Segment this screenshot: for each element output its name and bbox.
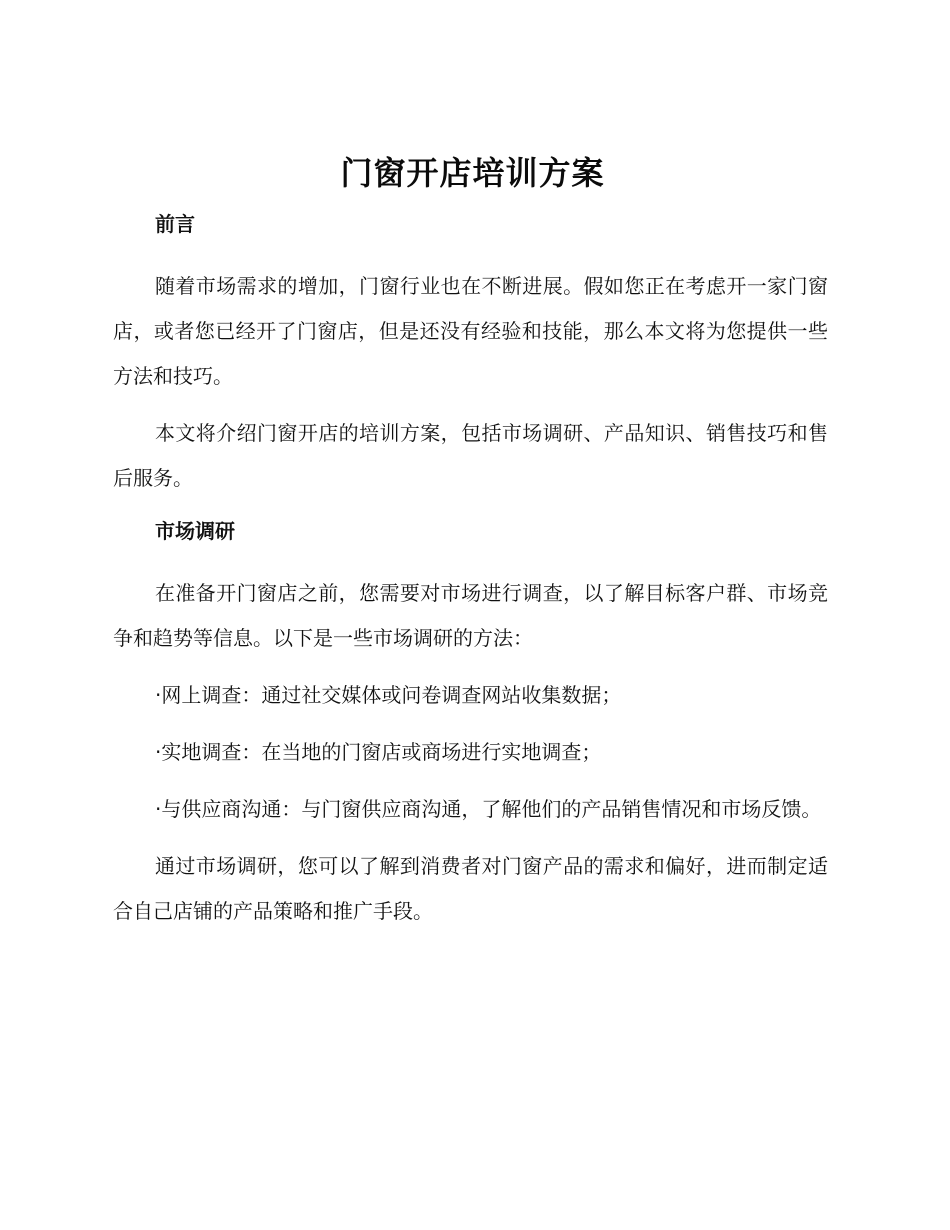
section-heading-preface: 前言 <box>155 212 195 236</box>
list-item-text: 网上调查：通过社交媒体或问卷调查网站收集数据； <box>161 683 622 707</box>
list-item-text: 实地调查：在当地的门窗店或商场进行实地调查； <box>161 740 602 764</box>
list-item <box>113 787 828 832</box>
market-research-methods-list <box>113 673 828 832</box>
preface-paragraph-1: 随着市场需求的增加，门窗行业也在不断进展。假如您正在考虑开一家门窗店，或者您已经开了门窗店，但是还没有经验和技能，那么本文将为您提供一些方法和技巧。 <box>113 274 828 388</box>
section-heading-market-research: 市场调研 <box>155 519 235 543</box>
list-item <box>113 730 828 775</box>
bullet-marker: · <box>155 797 162 821</box>
bullet-marker: · <box>155 740 162 764</box>
document-title: 门窗开店培训方案 <box>340 154 605 192</box>
market-research-conclusion: 通过市场调研，您可以了解到消费者对门窗产品的需求和偏好，进而制定适合自己店铺的产品策略和推广手段。 <box>113 854 828 923</box>
section-market-research <box>113 517 828 934</box>
list-item <box>113 673 828 718</box>
preface-paragraph-2: 本文将介绍门窗开店的培训方案，包括市场调研、产品知识、销售技巧和售后服务。 <box>113 421 828 490</box>
list-item-text: 与供应商沟通：与门窗供应商沟通，了解他们的产品销售情况和市场反馈。 <box>161 797 822 821</box>
section-preface <box>113 210 828 501</box>
bullet-marker: · <box>155 683 162 707</box>
market-research-intro: 在准备开门窗店之前，您需要对市场进行调查，以了解目标客户群、市场竞争和趋势等信息。以下是一些市场调研的方法： <box>113 581 828 650</box>
